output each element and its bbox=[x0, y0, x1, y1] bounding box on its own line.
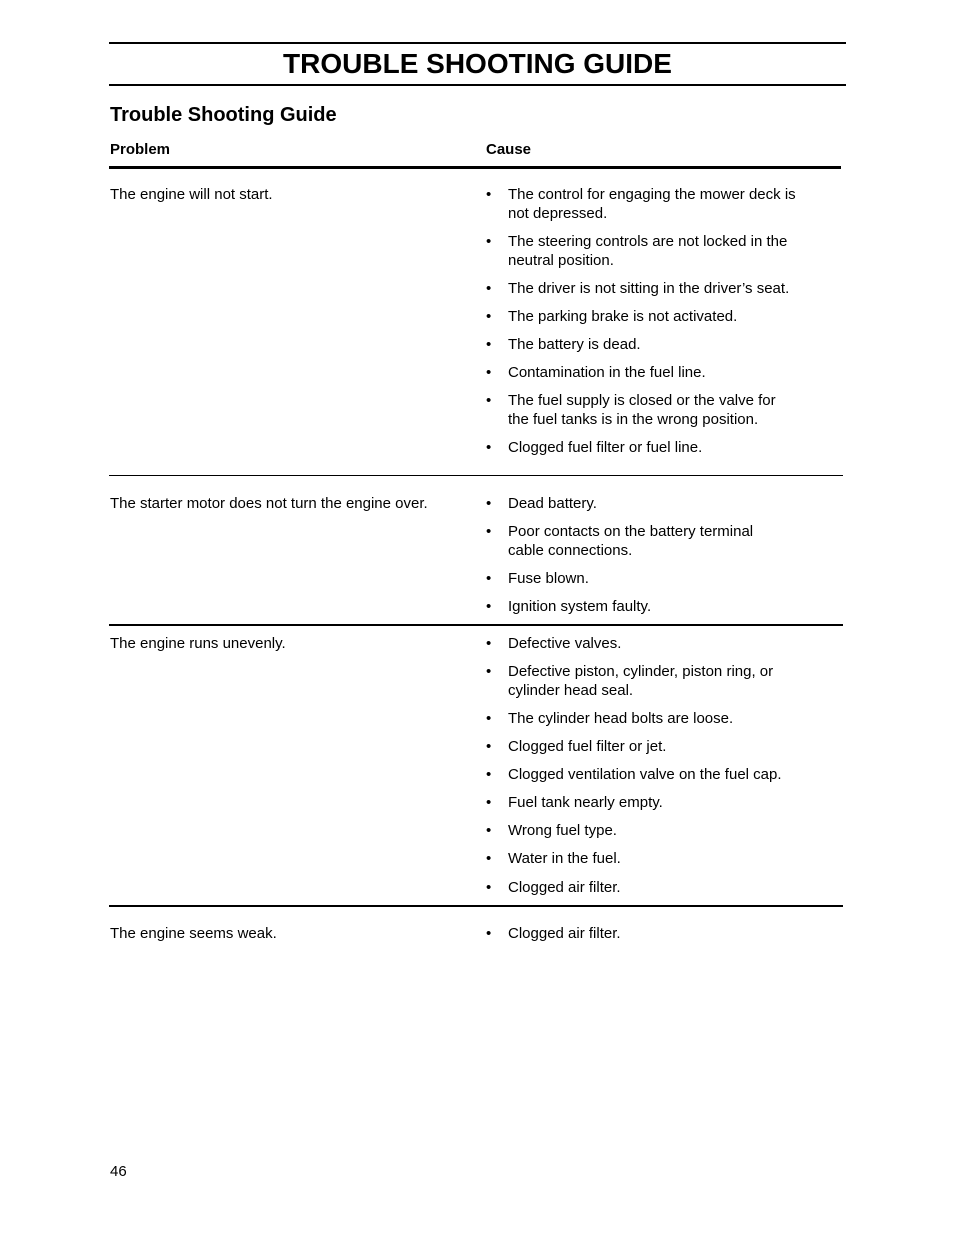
cause-item bbox=[486, 924, 836, 943]
cause-text: Clogged air filter. bbox=[508, 925, 621, 942]
cause-text: Defective valves. bbox=[508, 635, 622, 652]
problem-text: The starter motor does not turn the engine over. bbox=[110, 495, 428, 512]
bullet-icon: • bbox=[486, 663, 492, 680]
cause-text: The driver is not sitting in the driver’s seat. bbox=[508, 280, 790, 297]
cause-text: The steering controls are not locked in the neutral position. bbox=[508, 233, 788, 269]
cause-item bbox=[486, 662, 808, 700]
page-title: TROUBLE SHOOTING GUIDE bbox=[283, 48, 672, 79]
problem-text: The engine runs unevenly. bbox=[110, 635, 286, 652]
page-number: 46 bbox=[110, 1163, 127, 1180]
bullet-icon: • bbox=[486, 280, 492, 297]
cause-item bbox=[486, 569, 836, 588]
row-divider bbox=[109, 475, 843, 476]
bullet-icon: • bbox=[486, 495, 492, 512]
bullet-icon: • bbox=[486, 233, 492, 250]
cause-item bbox=[486, 494, 836, 513]
bullet-icon: • bbox=[486, 738, 492, 755]
cause-text: Clogged ventilation valve on the fuel cap. bbox=[508, 766, 782, 783]
cause-text: Fuse blown. bbox=[508, 570, 589, 587]
bullet-icon: • bbox=[486, 598, 492, 615]
cause-item bbox=[486, 821, 836, 840]
cause-text: Defective piston, cylinder, piston ring, or cylinder head seal. bbox=[508, 663, 774, 699]
cause-item bbox=[486, 597, 836, 616]
cause-text: Fuel tank nearly empty. bbox=[508, 794, 663, 811]
row-divider bbox=[109, 905, 843, 907]
bullet-icon: • bbox=[486, 392, 492, 409]
cause-list bbox=[486, 185, 836, 466]
page-header bbox=[109, 42, 846, 86]
column-header-problem: Problem bbox=[110, 141, 171, 158]
bullet-icon: • bbox=[486, 570, 492, 587]
bullet-icon: • bbox=[486, 850, 492, 867]
bullet-icon: • bbox=[486, 879, 492, 896]
bullet-icon: • bbox=[486, 635, 492, 652]
cause-text: Dead battery. bbox=[508, 495, 597, 512]
row-divider bbox=[109, 624, 843, 626]
problem-text: The engine seems weak. bbox=[110, 925, 277, 942]
cause-item bbox=[486, 438, 836, 457]
cause-text: Clogged fuel filter or jet. bbox=[508, 738, 667, 755]
bullet-icon: • bbox=[486, 364, 492, 381]
bullet-icon: • bbox=[486, 794, 492, 811]
cause-text: Water in the fuel. bbox=[508, 850, 621, 867]
cause-list bbox=[486, 634, 836, 906]
cause-text: The control for engaging the mower deck is not depressed. bbox=[508, 186, 796, 222]
bullet-icon: • bbox=[486, 766, 492, 783]
bullet-icon: • bbox=[486, 710, 492, 727]
section-title: Trouble Shooting Guide bbox=[110, 104, 337, 126]
cause-text: Ignition system faulty. bbox=[508, 598, 652, 615]
cause-item bbox=[486, 279, 836, 298]
cause-text: The fuel supply is closed or the valve for the fuel tanks is in the wrong position. bbox=[508, 392, 776, 428]
cause-text: Wrong fuel type. bbox=[508, 822, 617, 839]
cause-text: Poor contacts on the battery terminal cable connections. bbox=[508, 523, 754, 559]
cause-text: Clogged fuel filter or fuel line. bbox=[508, 439, 703, 456]
cause-item bbox=[486, 391, 778, 429]
cause-text: Clogged air filter. bbox=[508, 879, 621, 896]
header-divider bbox=[109, 166, 841, 169]
cause-item bbox=[486, 793, 836, 812]
cause-item bbox=[486, 335, 836, 354]
cause-item bbox=[486, 232, 808, 270]
cause-text: The parking brake is not activated. bbox=[508, 308, 738, 325]
cause-item bbox=[486, 363, 836, 382]
cause-item bbox=[486, 849, 836, 868]
bullet-icon: • bbox=[486, 186, 492, 203]
cause-item bbox=[486, 634, 836, 653]
cause-text: The battery is dead. bbox=[508, 336, 641, 353]
problem-text: The engine will not start. bbox=[110, 186, 273, 203]
cause-list bbox=[486, 494, 836, 625]
cause-text: The cylinder head bolts are loose. bbox=[508, 710, 734, 727]
bullet-icon: • bbox=[486, 308, 492, 325]
cause-item bbox=[486, 522, 788, 560]
cause-list bbox=[486, 924, 836, 952]
cause-item bbox=[486, 709, 836, 728]
cause-item bbox=[486, 185, 808, 223]
cause-item bbox=[486, 765, 836, 784]
bullet-icon: • bbox=[486, 822, 492, 839]
bullet-icon: • bbox=[486, 439, 492, 456]
bullet-icon: • bbox=[486, 336, 492, 353]
cause-item bbox=[486, 737, 836, 756]
bullet-icon: • bbox=[486, 925, 492, 942]
cause-text: Contamination in the fuel line. bbox=[508, 364, 706, 381]
column-header-cause: Cause bbox=[486, 141, 532, 158]
cause-item bbox=[486, 307, 836, 326]
bullet-icon: • bbox=[486, 523, 492, 540]
cause-item bbox=[486, 878, 836, 897]
